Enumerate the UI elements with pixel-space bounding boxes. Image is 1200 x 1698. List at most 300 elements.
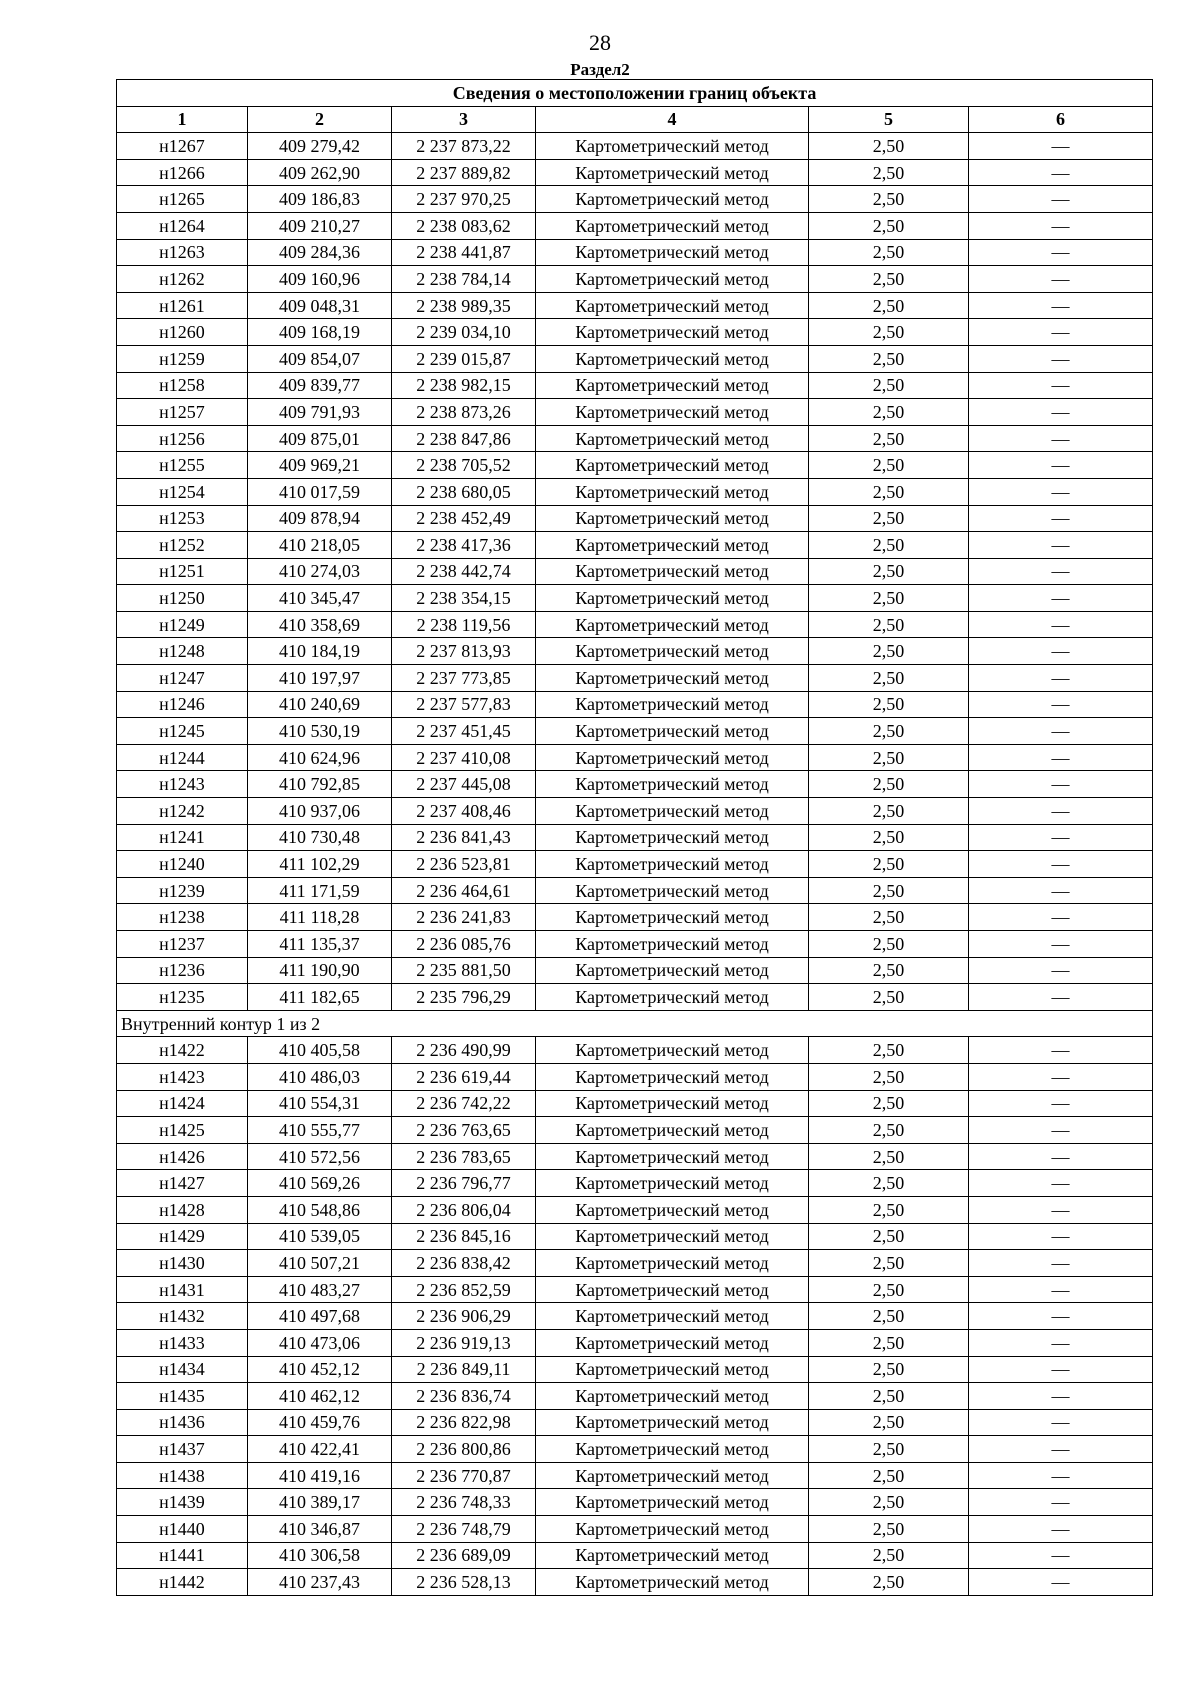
y-coordinate-cell: 2 236 748,33 [392, 1489, 536, 1516]
x-coordinate-cell: 410 197,97 [248, 665, 392, 692]
y-coordinate-cell: 2 236 241,83 [392, 904, 536, 931]
note-cell: — [969, 478, 1153, 505]
accuracy-cell: 2,50 [809, 771, 969, 798]
x-coordinate-cell: 410 497,68 [248, 1303, 392, 1330]
x-coordinate-cell: 410 459,76 [248, 1409, 392, 1436]
y-coordinate-cell: 2 236 919,13 [392, 1329, 536, 1356]
table-row [117, 718, 1153, 745]
y-coordinate-cell: 2 236 742,22 [392, 1090, 536, 1117]
x-coordinate-cell: 410 624,96 [248, 744, 392, 771]
table-row [117, 1542, 1153, 1569]
method-cell: Картометрический метод [536, 1303, 809, 1330]
note-cell: — [969, 133, 1153, 160]
column-header: 3 [392, 106, 536, 133]
method-cell: Картометрический метод [536, 1516, 809, 1543]
note-cell: — [969, 558, 1153, 585]
accuracy-cell: 2,50 [809, 1196, 969, 1223]
table-row [117, 558, 1153, 585]
point-id-cell: н1263 [117, 239, 248, 266]
column-header-row [117, 106, 1153, 133]
note-cell: — [969, 1037, 1153, 1064]
x-coordinate-cell: 409 186,83 [248, 186, 392, 213]
table-row [117, 1516, 1153, 1543]
accuracy-cell: 2,50 [809, 1462, 969, 1489]
point-id-cell: н1245 [117, 718, 248, 745]
x-coordinate-cell: 410 572,56 [248, 1143, 392, 1170]
table-row [117, 691, 1153, 718]
table-row [117, 1569, 1153, 1596]
x-coordinate-cell: 411 102,29 [248, 851, 392, 878]
accuracy-cell: 2,50 [809, 744, 969, 771]
note-cell: — [969, 1569, 1153, 1596]
y-coordinate-cell: 2 236 836,74 [392, 1383, 536, 1410]
note-cell: — [969, 239, 1153, 266]
accuracy-cell: 2,50 [809, 877, 969, 904]
accuracy-cell: 2,50 [809, 851, 969, 878]
point-id-cell: н1423 [117, 1063, 248, 1090]
accuracy-cell: 2,50 [809, 611, 969, 638]
point-id-cell: н1429 [117, 1223, 248, 1250]
method-cell: Картометрический метод [536, 1090, 809, 1117]
table-row [117, 1409, 1153, 1436]
note-cell: — [969, 532, 1153, 559]
accuracy-cell: 2,50 [809, 1090, 969, 1117]
y-coordinate-cell: 2 236 800,86 [392, 1436, 536, 1463]
note-cell: — [969, 1090, 1153, 1117]
section-label: Раздел2 [570, 60, 630, 79]
point-id-cell: н1434 [117, 1356, 248, 1383]
method-cell: Картометрический метод [536, 1170, 809, 1197]
y-coordinate-cell: 2 236 763,65 [392, 1117, 536, 1144]
note-cell: — [969, 1143, 1153, 1170]
point-id-cell: н1243 [117, 771, 248, 798]
x-coordinate-cell: 410 184,19 [248, 638, 392, 665]
y-coordinate-cell: 2 236 085,76 [392, 931, 536, 958]
y-coordinate-cell: 2 236 841,43 [392, 824, 536, 851]
x-coordinate-cell: 409 839,77 [248, 372, 392, 399]
point-id-cell: н1236 [117, 957, 248, 984]
x-coordinate-cell: 410 486,03 [248, 1063, 392, 1090]
accuracy-cell: 2,50 [809, 292, 969, 319]
accuracy-cell: 2,50 [809, 1329, 969, 1356]
method-cell: Картометрический метод [536, 478, 809, 505]
accuracy-cell: 2,50 [809, 691, 969, 718]
note-cell: — [969, 1303, 1153, 1330]
x-coordinate-cell: 410 483,27 [248, 1276, 392, 1303]
x-coordinate-cell: 410 462,12 [248, 1383, 392, 1410]
y-coordinate-cell: 2 237 445,08 [392, 771, 536, 798]
accuracy-cell: 2,50 [809, 1516, 969, 1543]
point-id-cell: н1427 [117, 1170, 248, 1197]
table-row [117, 957, 1153, 984]
accuracy-cell: 2,50 [809, 558, 969, 585]
y-coordinate-cell: 2 237 889,82 [392, 159, 536, 186]
x-coordinate-cell: 409 878,94 [248, 505, 392, 532]
note-cell: — [969, 585, 1153, 612]
table-row [117, 1117, 1153, 1144]
point-id-cell: н1256 [117, 425, 248, 452]
note-cell: — [969, 611, 1153, 638]
accuracy-cell: 2,50 [809, 1303, 969, 1330]
table-row [117, 1223, 1153, 1250]
accuracy-cell: 2,50 [809, 1383, 969, 1410]
x-coordinate-cell: 410 346,87 [248, 1516, 392, 1543]
y-coordinate-cell: 2 236 523,81 [392, 851, 536, 878]
note-cell: — [969, 505, 1153, 532]
point-id-cell: н1435 [117, 1383, 248, 1410]
y-coordinate-cell: 2 238 847,86 [392, 425, 536, 452]
x-coordinate-cell: 410 452,12 [248, 1356, 392, 1383]
note-cell: — [969, 1117, 1153, 1144]
method-cell: Картометрический метод [536, 1569, 809, 1596]
method-cell: Картометрический метод [536, 665, 809, 692]
x-coordinate-cell: 409 969,21 [248, 452, 392, 479]
y-coordinate-cell: 2 236 906,29 [392, 1303, 536, 1330]
point-id-cell: н1433 [117, 1329, 248, 1356]
point-id-cell: н1254 [117, 478, 248, 505]
table-row [117, 1489, 1153, 1516]
note-cell: — [969, 159, 1153, 186]
method-cell: Картометрический метод [536, 133, 809, 160]
point-id-cell: н1441 [117, 1542, 248, 1569]
note-cell: — [969, 1516, 1153, 1543]
point-id-cell: н1266 [117, 159, 248, 186]
point-id-cell: н1250 [117, 585, 248, 612]
x-coordinate-cell: 409 168,19 [248, 319, 392, 346]
point-id-cell: н1428 [117, 1196, 248, 1223]
accuracy-cell: 2,50 [809, 984, 969, 1011]
point-id-cell: н1252 [117, 532, 248, 559]
column-header: 2 [248, 106, 392, 133]
method-cell: Картометрический метод [536, 824, 809, 851]
method-cell: Картометрический метод [536, 345, 809, 372]
x-coordinate-cell: 410 017,59 [248, 478, 392, 505]
method-cell: Картометрический метод [536, 904, 809, 931]
note-cell: — [969, 425, 1153, 452]
table-row [117, 133, 1153, 160]
x-coordinate-cell: 409 791,93 [248, 399, 392, 426]
note-cell: — [969, 212, 1153, 239]
note-cell: — [969, 1462, 1153, 1489]
y-coordinate-cell: 2 235 881,50 [392, 957, 536, 984]
table-row [117, 266, 1153, 293]
table-row [117, 452, 1153, 479]
method-cell: Картометрический метод [536, 292, 809, 319]
note-cell: — [969, 399, 1153, 426]
accuracy-cell: 2,50 [809, 345, 969, 372]
accuracy-cell: 2,50 [809, 1569, 969, 1596]
note-cell: — [969, 1542, 1153, 1569]
y-coordinate-cell: 2 238 441,87 [392, 239, 536, 266]
y-coordinate-cell: 2 238 784,14 [392, 266, 536, 293]
table-body [117, 133, 1153, 1596]
note-cell: — [969, 1223, 1153, 1250]
accuracy-cell: 2,50 [809, 319, 969, 346]
point-id-cell: н1246 [117, 691, 248, 718]
table-row [117, 877, 1153, 904]
x-coordinate-cell: 410 389,17 [248, 1489, 392, 1516]
x-coordinate-cell: 410 240,69 [248, 691, 392, 718]
note-cell: — [969, 1250, 1153, 1277]
table-row [117, 1090, 1153, 1117]
note-cell: — [969, 1329, 1153, 1356]
point-id-cell: н1430 [117, 1250, 248, 1277]
table-row [117, 1037, 1153, 1064]
note-cell: — [969, 345, 1153, 372]
y-coordinate-cell: 2 237 410,08 [392, 744, 536, 771]
y-coordinate-cell: 2 237 577,83 [392, 691, 536, 718]
point-id-cell: н1239 [117, 877, 248, 904]
table-row [117, 638, 1153, 665]
method-cell: Картометрический метод [536, 1356, 809, 1383]
point-id-cell: н1440 [117, 1516, 248, 1543]
note-cell: — [969, 319, 1153, 346]
method-cell: Картометрический метод [536, 611, 809, 638]
x-coordinate-cell: 410 554,31 [248, 1090, 392, 1117]
y-coordinate-cell: 2 238 982,15 [392, 372, 536, 399]
method-cell: Картометрический метод [536, 984, 809, 1011]
y-coordinate-cell: 2 236 689,09 [392, 1542, 536, 1569]
table-row [117, 372, 1153, 399]
x-coordinate-cell: 410 792,85 [248, 771, 392, 798]
method-cell: Картометрический метод [536, 718, 809, 745]
point-id-cell: н1249 [117, 611, 248, 638]
method-cell: Картометрический метод [536, 1542, 809, 1569]
note-cell: — [969, 1276, 1153, 1303]
accuracy-cell: 2,50 [809, 1063, 969, 1090]
point-id-cell: н1258 [117, 372, 248, 399]
accuracy-cell: 2,50 [809, 239, 969, 266]
note-cell: — [969, 1436, 1153, 1463]
table-row [117, 1276, 1153, 1303]
method-cell: Картометрический метод [536, 1143, 809, 1170]
accuracy-cell: 2,50 [809, 718, 969, 745]
method-cell: Картометрический метод [536, 1196, 809, 1223]
x-coordinate-cell: 410 422,41 [248, 1436, 392, 1463]
accuracy-cell: 2,50 [809, 798, 969, 825]
note-cell: — [969, 292, 1153, 319]
y-coordinate-cell: 2 237 813,93 [392, 638, 536, 665]
point-id-cell: н1259 [117, 345, 248, 372]
table-row [117, 505, 1153, 532]
x-coordinate-cell: 409 210,27 [248, 212, 392, 239]
note-cell: — [969, 877, 1153, 904]
method-cell: Картометрический метод [536, 798, 809, 825]
accuracy-cell: 2,50 [809, 1037, 969, 1064]
point-id-cell: н1255 [117, 452, 248, 479]
point-id-cell: н1431 [117, 1276, 248, 1303]
x-coordinate-cell: 411 182,65 [248, 984, 392, 1011]
method-cell: Картометрический метод [536, 771, 809, 798]
x-coordinate-cell: 410 345,47 [248, 585, 392, 612]
accuracy-cell: 2,50 [809, 372, 969, 399]
x-coordinate-cell: 409 160,96 [248, 266, 392, 293]
method-cell: Картометрический метод [536, 1037, 809, 1064]
x-coordinate-cell: 410 274,03 [248, 558, 392, 585]
note-cell: — [969, 851, 1153, 878]
table-row [117, 1063, 1153, 1090]
accuracy-cell: 2,50 [809, 478, 969, 505]
point-id-cell: н1424 [117, 1090, 248, 1117]
y-coordinate-cell: 2 236 849,11 [392, 1356, 536, 1383]
method-cell: Картометрический метод [536, 1383, 809, 1410]
column-header: 6 [969, 106, 1153, 133]
y-coordinate-cell: 2 236 783,65 [392, 1143, 536, 1170]
y-coordinate-cell: 2 237 451,45 [392, 718, 536, 745]
method-cell: Картометрический метод [536, 877, 809, 904]
y-coordinate-cell: 2 237 408,46 [392, 798, 536, 825]
note-cell: — [969, 798, 1153, 825]
accuracy-cell: 2,50 [809, 452, 969, 479]
x-coordinate-cell: 410 419,16 [248, 1462, 392, 1489]
x-coordinate-cell: 410 405,58 [248, 1037, 392, 1064]
method-cell: Картометрический метод [536, 638, 809, 665]
y-coordinate-cell: 2 236 806,04 [392, 1196, 536, 1223]
accuracy-cell: 2,50 [809, 1117, 969, 1144]
method-cell: Картометрический метод [536, 957, 809, 984]
method-cell: Картометрический метод [536, 931, 809, 958]
table-row [117, 212, 1153, 239]
point-id-cell: н1241 [117, 824, 248, 851]
table-row [117, 744, 1153, 771]
contour-row [117, 1010, 1153, 1037]
method-cell: Картометрический метод [536, 1250, 809, 1277]
note-cell: — [969, 665, 1153, 692]
x-coordinate-cell: 410 730,48 [248, 824, 392, 851]
method-cell: Картометрический метод [536, 159, 809, 186]
y-coordinate-cell: 2 237 970,25 [392, 186, 536, 213]
note-cell: — [969, 186, 1153, 213]
table-row [117, 1329, 1153, 1356]
note-cell: — [969, 1196, 1153, 1223]
point-id-cell: н1261 [117, 292, 248, 319]
note-cell: — [969, 372, 1153, 399]
accuracy-cell: 2,50 [809, 159, 969, 186]
note-cell: — [969, 266, 1153, 293]
table-row [117, 1383, 1153, 1410]
y-coordinate-cell: 2 235 796,29 [392, 984, 536, 1011]
table-row [117, 984, 1153, 1011]
accuracy-cell: 2,50 [809, 1356, 969, 1383]
method-cell: Картометрический метод [536, 1063, 809, 1090]
x-coordinate-cell: 409 048,31 [248, 292, 392, 319]
x-coordinate-cell: 411 135,37 [248, 931, 392, 958]
method-cell: Картометрический метод [536, 1489, 809, 1516]
x-coordinate-cell: 410 539,05 [248, 1223, 392, 1250]
method-cell: Картометрический метод [536, 452, 809, 479]
accuracy-cell: 2,50 [809, 1170, 969, 1197]
point-id-cell: н1432 [117, 1303, 248, 1330]
note-cell: — [969, 1063, 1153, 1090]
table-row [117, 665, 1153, 692]
method-cell: Картометрический метод [536, 1223, 809, 1250]
note-cell: — [969, 718, 1153, 745]
note-cell: — [969, 691, 1153, 718]
y-coordinate-cell: 2 236 822,98 [392, 1409, 536, 1436]
accuracy-cell: 2,50 [809, 1436, 969, 1463]
table-row [117, 1170, 1153, 1197]
note-cell: — [969, 452, 1153, 479]
x-coordinate-cell: 409 854,07 [248, 345, 392, 372]
y-coordinate-cell: 2 238 873,26 [392, 399, 536, 426]
note-cell: — [969, 957, 1153, 984]
y-coordinate-cell: 2 238 417,36 [392, 532, 536, 559]
point-id-cell: н1260 [117, 319, 248, 346]
column-header: 1 [117, 106, 248, 133]
y-coordinate-cell: 2 239 015,87 [392, 345, 536, 372]
method-cell: Картометрический метод [536, 1436, 809, 1463]
accuracy-cell: 2,50 [809, 957, 969, 984]
note-cell: — [969, 1409, 1153, 1436]
accuracy-cell: 2,50 [809, 186, 969, 213]
accuracy-cell: 2,50 [809, 133, 969, 160]
method-cell: Картометрический метод [536, 1276, 809, 1303]
point-id-cell: н1238 [117, 904, 248, 931]
method-cell: Картометрический метод [536, 266, 809, 293]
x-coordinate-cell: 410 358,69 [248, 611, 392, 638]
table-row [117, 771, 1153, 798]
method-cell: Картометрический метод [536, 558, 809, 585]
x-coordinate-cell: 411 171,59 [248, 877, 392, 904]
x-coordinate-cell: 410 937,06 [248, 798, 392, 825]
accuracy-cell: 2,50 [809, 425, 969, 452]
y-coordinate-cell: 2 236 464,61 [392, 877, 536, 904]
table-row [117, 1462, 1153, 1489]
table-row [117, 292, 1153, 319]
x-coordinate-cell: 411 190,90 [248, 957, 392, 984]
y-coordinate-cell: 2 238 119,56 [392, 611, 536, 638]
table-row [117, 1303, 1153, 1330]
method-cell: Картометрический метод [536, 505, 809, 532]
method-cell: Картометрический метод [536, 691, 809, 718]
point-id-cell: н1426 [117, 1143, 248, 1170]
x-coordinate-cell: 410 548,86 [248, 1196, 392, 1223]
boundary-coordinates-table [116, 79, 1153, 1596]
method-cell: Картометрический метод [536, 319, 809, 346]
y-coordinate-cell: 2 236 528,13 [392, 1569, 536, 1596]
point-id-cell: н1265 [117, 186, 248, 213]
note-cell: — [969, 1383, 1153, 1410]
accuracy-cell: 2,50 [809, 638, 969, 665]
y-coordinate-cell: 2 236 770,87 [392, 1462, 536, 1489]
point-id-cell: н1422 [117, 1037, 248, 1064]
point-id-cell: н1237 [117, 931, 248, 958]
note-cell: — [969, 984, 1153, 1011]
method-cell: Картометрический метод [536, 1329, 809, 1356]
accuracy-cell: 2,50 [809, 266, 969, 293]
y-coordinate-cell: 2 239 034,10 [392, 319, 536, 346]
y-coordinate-cell: 2 238 354,15 [392, 585, 536, 612]
method-cell: Картометрический метод [536, 851, 809, 878]
method-cell: Картометрический метод [536, 372, 809, 399]
accuracy-cell: 2,50 [809, 665, 969, 692]
contour-label: Внутренний контур 1 из 2 [117, 1010, 1153, 1037]
point-id-cell: н1257 [117, 399, 248, 426]
method-cell: Картометрический метод [536, 186, 809, 213]
table-caption: Сведения о местоположении границ объекта [117, 80, 1153, 107]
y-coordinate-cell: 2 238 452,49 [392, 505, 536, 532]
method-cell: Картометрический метод [536, 239, 809, 266]
method-cell: Картометрический метод [536, 399, 809, 426]
point-id-cell: н1438 [117, 1462, 248, 1489]
point-id-cell: н1437 [117, 1436, 248, 1463]
point-id-cell: н1244 [117, 744, 248, 771]
note-cell: — [969, 931, 1153, 958]
method-cell: Картометрический метод [536, 1409, 809, 1436]
accuracy-cell: 2,50 [809, 1542, 969, 1569]
note-cell: — [969, 1170, 1153, 1197]
method-cell: Картометрический метод [536, 585, 809, 612]
